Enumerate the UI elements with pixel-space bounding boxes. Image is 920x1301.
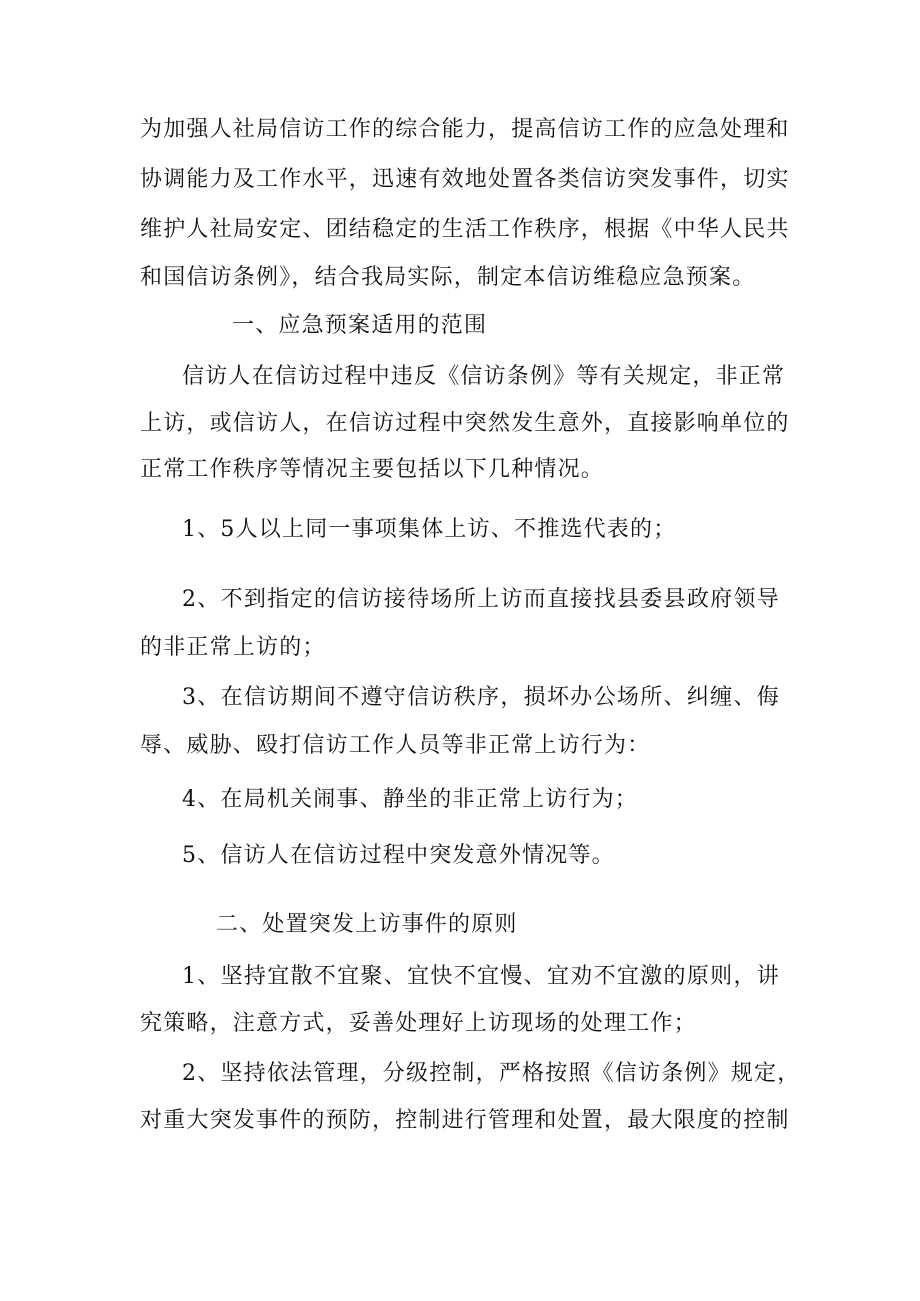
intro-line-3: 维护人社局安定、团结稳定的生活工作秩序，根据《中华人民共 <box>140 217 790 242</box>
intro-line-2: 协调能力及工作水平，迅速有效地处置各类信访突发事件，切实 <box>140 167 790 192</box>
list-item-2-line-1: 2、不到指定的信访接待场所上访而直接找县委县政府领导 <box>182 587 780 612</box>
list-item-1: 1、5人以上同一事项集体上访、不推选代表的； <box>182 517 677 542</box>
list-item-4: 4、在局机关闹事、静坐的非正常上访行为； <box>182 787 638 812</box>
list-item-3-line-1: 3、在信访期间不遵守信访秩序，损坏办公场所、纠缠、侮 <box>182 685 780 710</box>
principle-1-line-2: 究策略，注意方式，妥善处理好上访现场的处理工作； <box>140 1011 697 1036</box>
section-heading-2: 二、处置突发上访事件的原则 <box>216 912 518 937</box>
list-item-3-line-2: 辱、威胁、殴打信访工作人员等非正常上访行为： <box>140 733 651 758</box>
list-item-2-line-2: 的非正常上访的； <box>140 635 326 660</box>
scope-line-2: 上访，或信访人，在信访过程中突然发生意外，直接影响单位的 <box>140 411 790 436</box>
intro-line-1: 为加强人社局信访工作的综合能力，提高信访工作的应急处理和 <box>140 117 790 142</box>
principle-2-line-2: 对重大突发事件的预防，控制进行管理和处置，最大限度的控制 <box>140 1108 790 1133</box>
principle-2-line-1: 2、坚持依法管理，分级控制，严格按照《信访条例》规定， <box>182 1061 801 1086</box>
intro-line-4: 和国信访条例》，结合我局实际，制定本信访维稳应急预案。 <box>140 265 756 290</box>
scope-line-3: 正常工作秩序等情况主要包括以下几种情况。 <box>140 457 605 482</box>
list-item-5: 5、信访人在信访过程中突发意外情况等。 <box>182 843 615 868</box>
section-heading-1: 一、应急预案适用的范围 <box>232 313 488 338</box>
principle-1-line-1: 1、坚持宜散不宜聚、宜快不宜慢、宜劝不宜激的原则，讲 <box>182 964 780 989</box>
scope-line-1: 信访人在信访过程中违反《信访条例》等有关规定，非正常 <box>182 364 786 389</box>
